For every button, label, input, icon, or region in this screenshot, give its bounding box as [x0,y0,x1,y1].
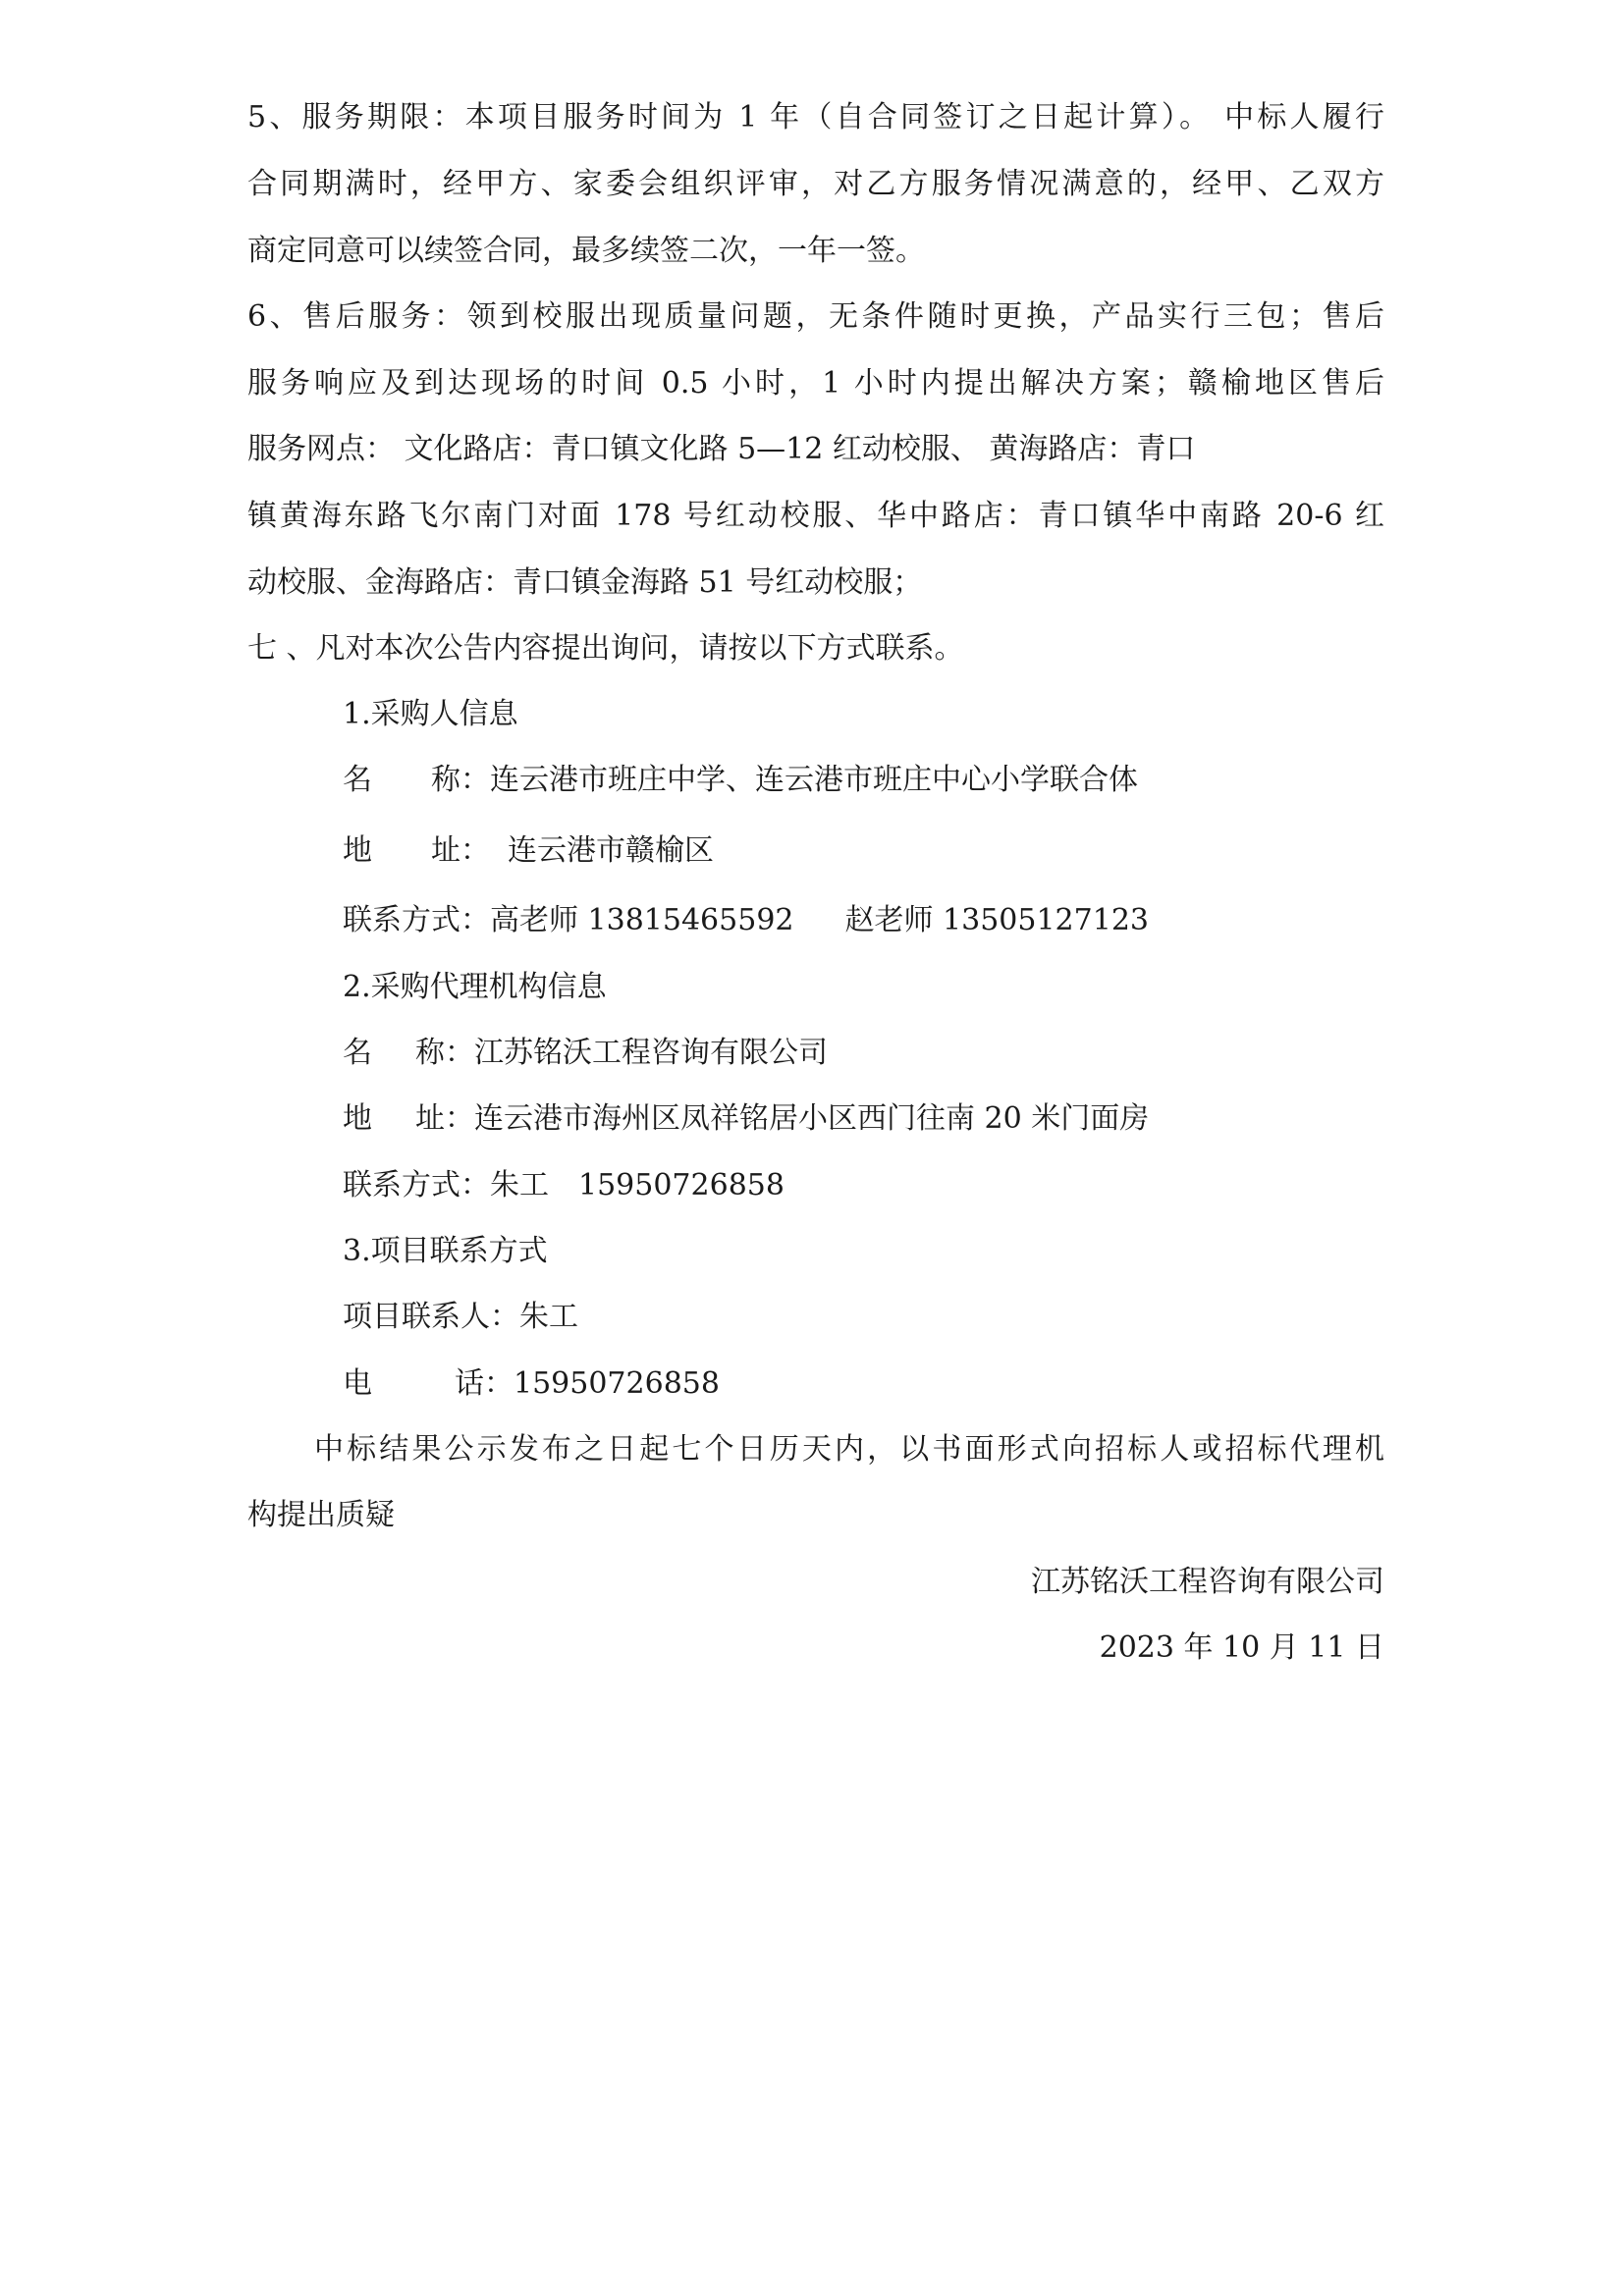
purchaser-name-label-a: 名 [343,763,372,797]
project-contact-person-label: 项目联系人： [343,1300,519,1334]
purchaser-address-row [343,831,714,871]
agency-name-label-a: 名 [343,1036,372,1070]
purchaser-address-value: 连云港市赣榆区 [508,833,714,868]
agency-contact-value: 朱工 15950726858 [490,1168,785,1202]
agency-address-value: 连云港市海州区凤祥铭居小区西门往南 20 米门面房 [474,1101,1150,1136]
purchaser-name-value: 连云港市班庄中学、连云港市班庄中心小学联合体 [490,763,1138,797]
project-contact-phone-row [343,1364,720,1404]
objection-line-2: 构提出质疑 [247,1498,395,1532]
project-contact-phone-value: 15950726858 [514,1366,720,1401]
purchaser-address-label-a: 地 [343,833,372,868]
agency-address-label-b: 址： [415,1101,474,1136]
project-contact-heading: 3.项目联系方式 [343,1234,548,1268]
agency-name-row [343,1034,828,1073]
purchaser-contact-row [343,901,1149,940]
agency-contact-label: 联系方式： [343,1168,490,1202]
service-term-line-1: 5、服务期限：本项目服务时间为 1 年（自合同签订之日起计算）。 中标人履行 [247,100,1384,134]
project-contact-phone-label-a: 电 [343,1366,372,1401]
agency-contact-row [343,1166,785,1205]
project-contact-phone-label-b: 话： [455,1366,514,1401]
purchaser-name-row [343,761,1138,800]
agency-heading: 2.采购代理机构信息 [343,970,607,1004]
purchaser-contact-value-2: 赵老师 13505127123 [844,903,1149,937]
project-contact-person-row [343,1298,578,1337]
objection-line-1: 中标结果公示发布之日起七个日历天内，以书面形式向招标人或招标代理机 [314,1432,1384,1467]
after-sales-line-2: 服务响应及到达现场的时间 0.5 小时，1 小时内提出解决方案；赣榆地区售后 [247,366,1384,400]
purchaser-contact-label: 联系方式： [343,903,490,937]
signature-company: 江苏铭沃工程咨询有限公司 [1031,1565,1384,1599]
service-term-line-2: 合同期满时，经甲方、家委会组织评审，对乙方服务情况满意的，经甲、乙双方 [247,167,1384,201]
agency-address-row [343,1099,1149,1139]
service-term-line-3: 商定同意可以续签合同，最多续签二次，一年一签。 [247,234,925,268]
project-contact-person-value: 朱工 [519,1300,578,1334]
agency-address-label-a: 地 [343,1101,372,1136]
after-sales-line-4: 镇黄海东路飞尔南门对面 178 号红动校服、华中路店：青口镇华中南路 20-6 红 [247,499,1384,533]
purchaser-heading: 1.采购人信息 [343,697,518,731]
agency-name-label-b: 称： [415,1036,474,1070]
after-sales-line-1: 6、售后服务：领到校服出现质量问题，无条件随时更换，产品实行三包；售后 [247,299,1384,334]
after-sales-line-3: 服务网点： 文化路店：青口镇文化路 5—12 红动校服、 黄海路店：青口 [247,432,1196,466]
inquiry-heading: 七 、凡对本次公告内容提出询问，请按以下方式联系。 [247,631,964,666]
after-sales-line-5: 动校服、金海路店：青口镇金海路 51 号红动校服； [247,565,923,600]
purchaser-contact-value-1: 高老师 13815465592 [490,903,794,937]
signature-date: 2023 年 10 月 11 日 [1099,1630,1384,1665]
agency-name-value: 江苏铭沃工程咨询有限公司 [474,1036,828,1070]
purchaser-address-label-b: 址： [431,833,490,868]
purchaser-name-label-b: 称： [431,763,490,797]
